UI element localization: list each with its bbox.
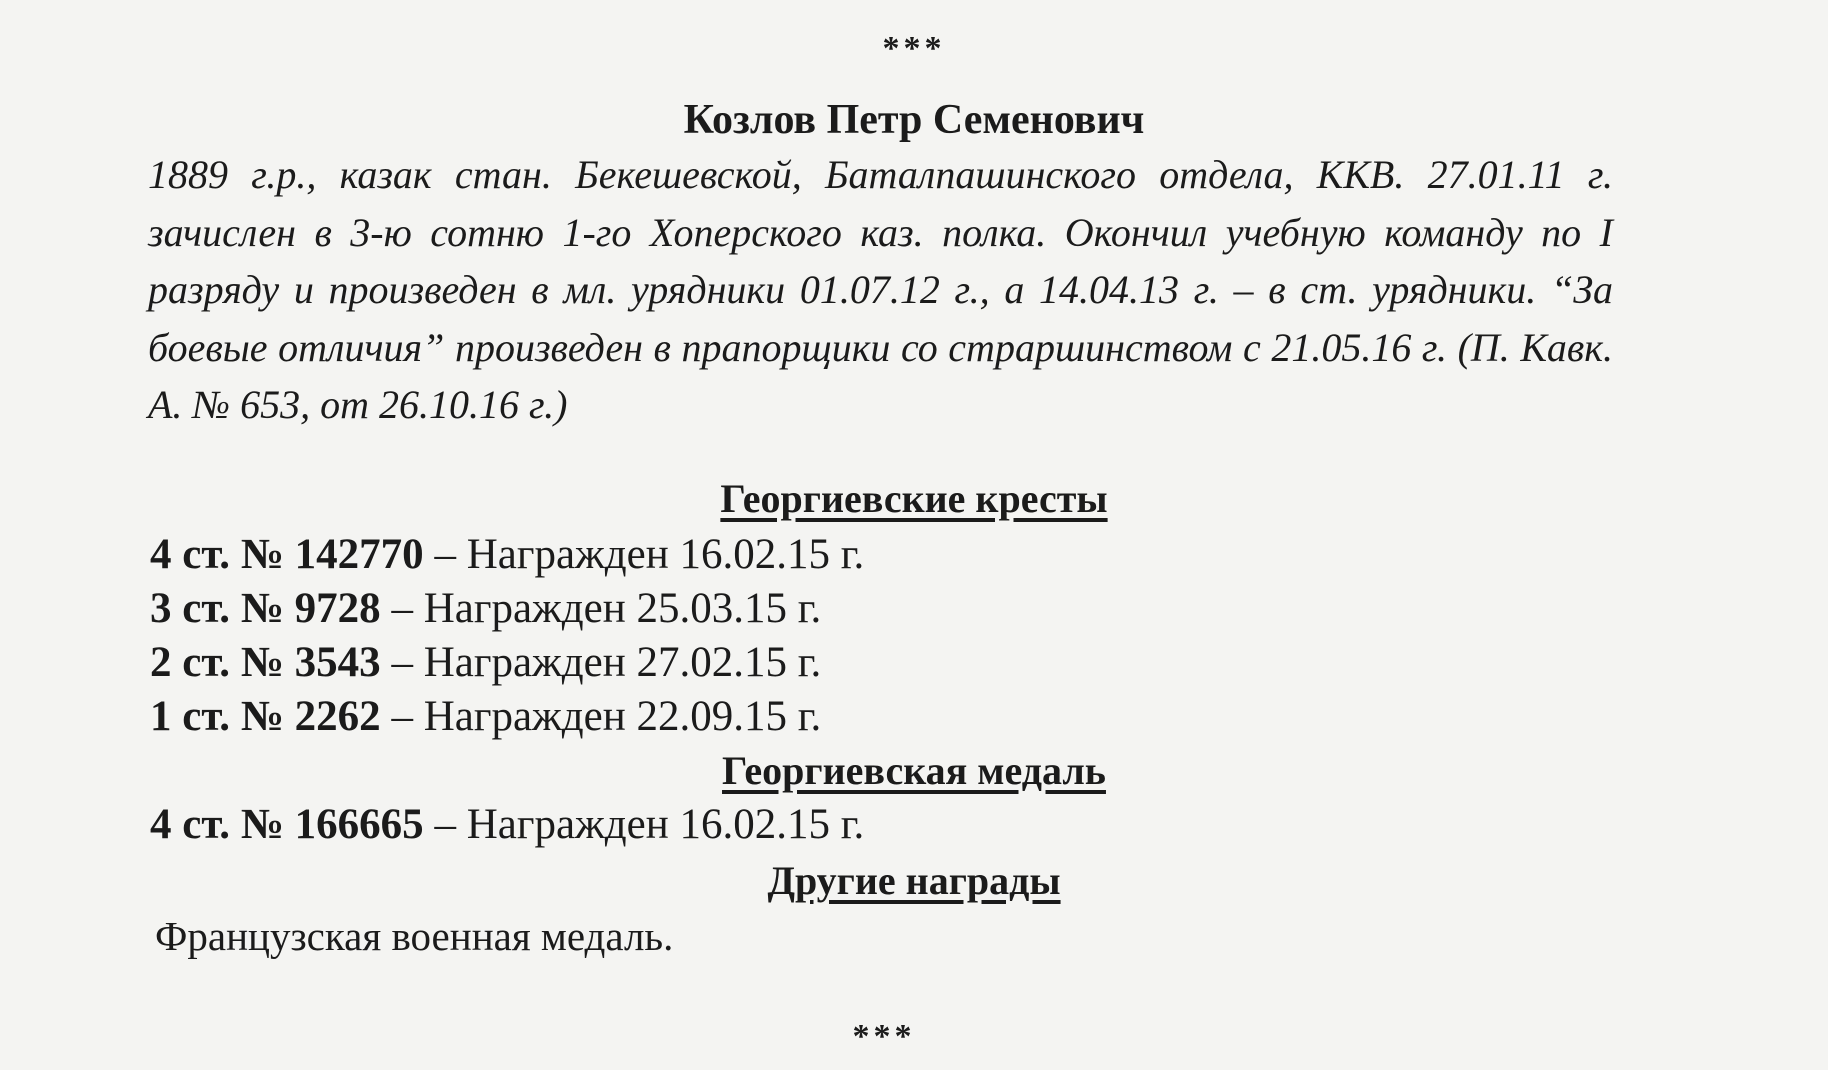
award-row: [150, 800, 864, 849]
award-date: – Награжден 25.03.15 г.: [380, 585, 822, 632]
award-degree: 2 ст. № 3543: [150, 639, 381, 686]
award-degree: 1 ст. № 2262: [150, 693, 381, 740]
section-title-medal: Георгиевская медаль: [722, 748, 1106, 793]
award-row: [150, 692, 821, 741]
award-date: – Награжден 16.02.15 г.: [423, 801, 865, 848]
section-title-other: Другие награды: [767, 858, 1061, 903]
footer-separator: ***: [852, 1018, 916, 1055]
biography-text: 1889 г.р., казак стан. Бекешевской, Баталпашинского отдела, ККВ. 27.01.11 г. зачислен в 3-ю сотню 1-го Хоперского каз. полка. Окончил учебную команду по I разряду и произведен в мл. урядники 01.07.12 г., а 14.04.13 г. – в ст. урядники. “За боевые отличия” произведен в прапорщики со страршинством с 21.05.16 г. (П. Кавк. А. № 653, от 26.10.16 г.): [148, 152, 1613, 427]
other-award: Французская военная медаль.: [155, 913, 674, 959]
person-name: Козлов Петр Семенович: [683, 97, 1145, 143]
award-row: [150, 584, 821, 633]
section-title-crosses: Георгиевские кресты: [720, 476, 1108, 521]
award-date: – Награжден 27.02.15 г.: [380, 639, 822, 686]
award-date: – Награжден 16.02.15 г.: [423, 531, 865, 578]
award-row: [150, 530, 864, 579]
award-row: [150, 638, 821, 687]
header-separator: ***: [882, 30, 946, 67]
award-degree: 4 ст. № 166665: [150, 801, 424, 848]
award-degree: 3 ст. № 9728: [150, 585, 381, 632]
award-date: – Награжден 22.09.15 г.: [380, 693, 822, 740]
award-degree: 4 ст. № 142770: [150, 531, 424, 578]
